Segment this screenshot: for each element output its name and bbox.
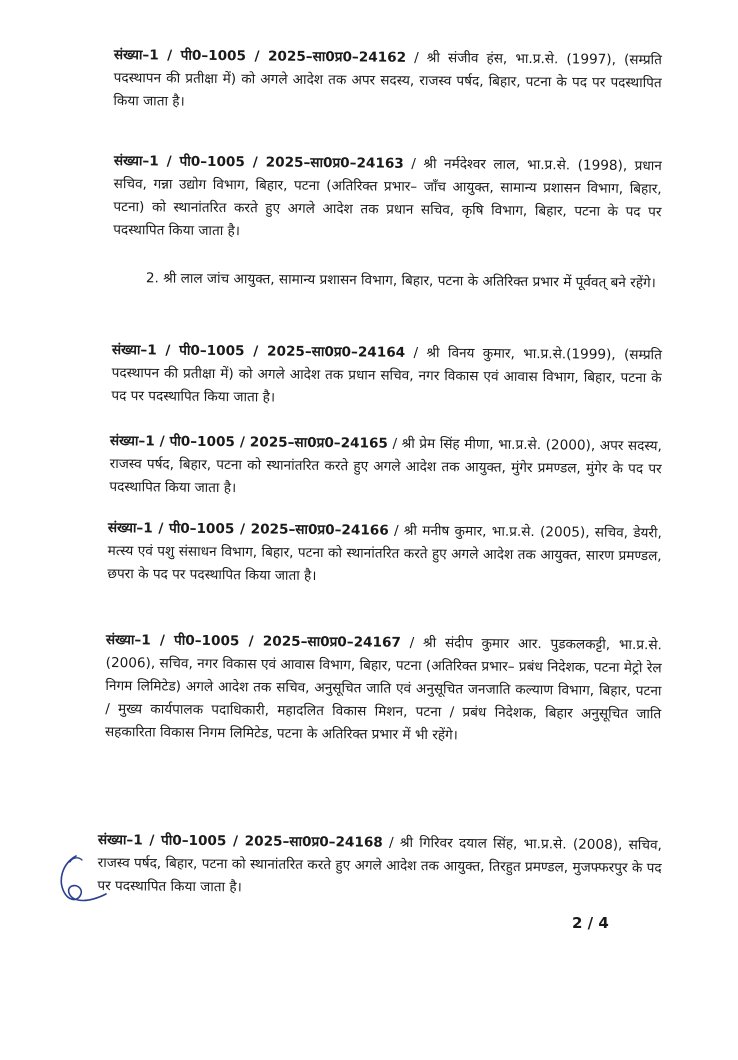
order-reference: संख्या–1 / पी0–1005 / 2025–सा0प्र0–24163 bbox=[113, 152, 404, 172]
order-text: / श्री नर्मदेश्वर लाल, भा.प्र.से. (1998), प्रधान सचिव, गन्ना उद्योग विभाग, बिहार, पटना (अतिरिक्त प्रभार– जाँच आयुक्त, सामान्य प्रशासन विभाग, बिहार, पटना) को स्थानांतरित करते हुए अगले आदेश तक प्रधान सचिव, कृषि विभाग, बिहार, पटना के पद पर पदस्थापित किया जाता है। bbox=[113, 155, 662, 240]
order-text: / श्री प्रेम सिंह मीणा, भा.प्र.से. (2000), अपर सदस्य, राजस्व पर्षद, बिहार, पटना को स्थानांतरित करते हुए अगले आदेश तक आयुक्त, मुंगेर प्रमण्डल, मुंगेर के पद पर पदस्थापित किया जाता है। bbox=[109, 435, 662, 497]
order-text: / श्री संदीप कुमार आर. पुडकलकट्टी, भा.प्र.से. (2006), सचिव, नगर विकास एवं आवास विभाग, बिहार, पटना (अतिरिक्त प्रभार– प्रबंध निदेशक, पटना मेट्रो रेल निगम लिमिटेड) अगले आदेश तक सचिव, अनुसूचित जाति एवं अनुसूचित जनजाति कल्याण विभाग, बिहार, पटना / मुख्य कार्यपालक पदाधिकारी, महादलित विकास मिशन, पटना / प्रबंध निदेशक, बिहार अनुसूचित जाति सहकारिता विकास निगम लिमिटेड, पटना के अतिरिक्त प्रभार में भी रहेंगे। bbox=[104, 634, 662, 744]
order-text: / श्री मनीष कुमार, भा.प्र.से. (2005), सचिव, डेयरी, मत्स्य एवं पशु संसाधन विभाग, बिहार, पटना को स्थानांतरित करते हुए अगले आदेश तक आयुक्त, सारण प्रमण्डल, छपरा के पद पर पदस्थापित किया जाता है। bbox=[107, 522, 662, 585]
order-reference: संख्या–1 / पी0–1005 / 2025–सा0प्र0–24164 bbox=[111, 341, 406, 361]
order-text: / श्री गिरिवर दयाल सिंह, भा.प्र.से. (2008), सचिव, राजस्व पर्षद, बिहार, पटना को स्थानांतरित करते हुए अगले आदेश तक आयुक्त, तिरहुत प्रमण्डल, मुजफ्फरपुर के पद पर पदस्थापित किया जाता है। bbox=[97, 834, 662, 896]
order-reference: संख्या–1 / पी0–1005 / 2025–सा0प्र0–24165 bbox=[109, 432, 389, 452]
order-reference: संख्या–1 / पी0–1005 / 2025–सा0प्र0–24166 bbox=[107, 519, 389, 539]
order-paragraph-24168 bbox=[97, 829, 662, 903]
order-paragraph-24167 bbox=[105, 629, 662, 749]
signature-initials-mark bbox=[54, 850, 110, 910]
order-text: 2. श्री लाल जांच आयुक्त, सामान्य प्रशासन विभाग, बिहार, पटना के अतिरिक्त प्रभार में पूर्ववत् बने रहेंगे। bbox=[145, 270, 656, 292]
order-reference: संख्या–1 / पी0–1005 / 2025–सा0प्र0–24167 bbox=[105, 631, 401, 651]
order-paragraph-24164 bbox=[111, 339, 662, 413]
order-paragraph-24162 bbox=[113, 44, 662, 118]
order-paragraph-24163 bbox=[113, 150, 662, 247]
order-paragraph-24166 bbox=[107, 517, 662, 591]
order-subparagraph-2 bbox=[114, 267, 662, 295]
page-number: 2 / 4 bbox=[572, 914, 609, 932]
order-reference: संख्या–1 / पी0–1005 / 2025–सा0प्र0–24162 bbox=[113, 46, 407, 66]
order-text: / श्री विनय कुमार, भा.प्र.से.(1999), (सम्प्रति पदस्थापन की प्रतीक्षा में) को अगले आदेश तक प्रधान सचिव, नगर विकास एवं आवास विभाग, बिहार, पटना के पद पर पदस्थापित किया जाता है। bbox=[111, 344, 662, 406]
order-paragraph-24165 bbox=[109, 430, 662, 504]
order-text: / श्री संजीव हंस, भा.प्र.से. (1997), (सम्प्रति पदस्थापन की प्रतीक्षा में) को अगले आदेश तक अपर सदस्य, राजस्व पर्षद, बिहार, पटना के पद पर पदस्थापित किया जाता है। bbox=[113, 49, 662, 110]
order-reference: संख्या–1 / पी0–1005 / 2025–सा0प्र0–24168 bbox=[97, 831, 383, 851]
